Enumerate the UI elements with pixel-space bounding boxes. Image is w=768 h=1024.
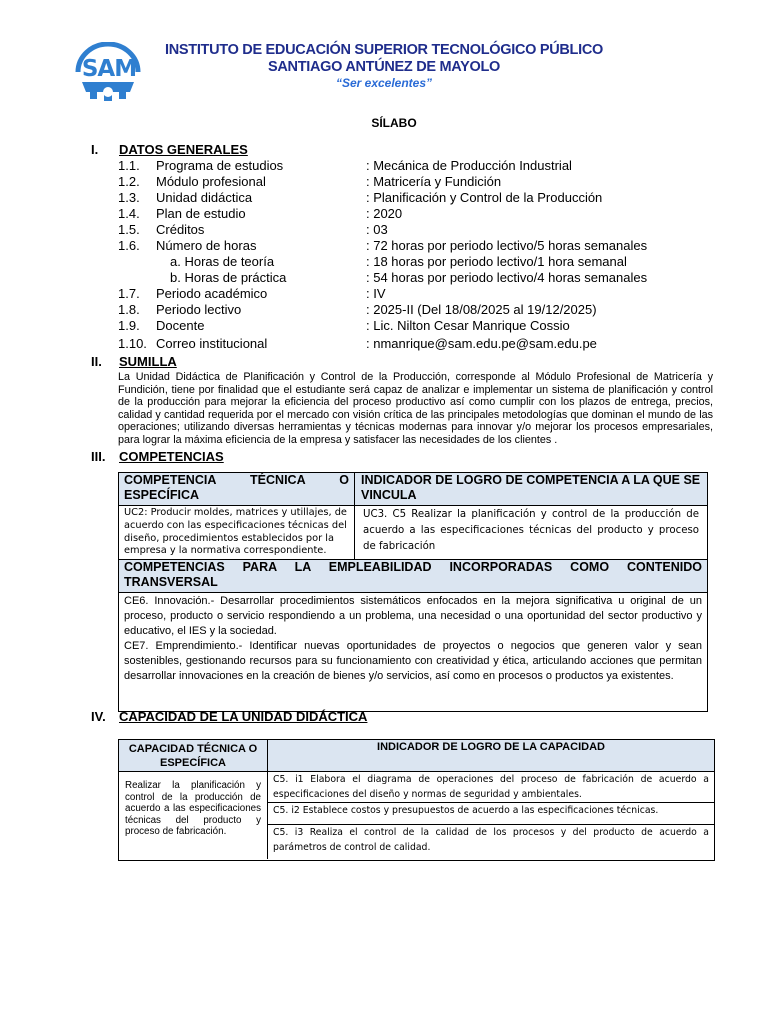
capacity-table — [118, 739, 715, 861]
general-data-row: 1.7. Periodo académico : IV — [118, 286, 386, 301]
institution-name-line1: INSTITUTO DE EDUCACIÓN SUPERIOR TECNOLÓGICO PÚBLICO — [165, 42, 603, 58]
section-heading-datos-generales: I. DATOS GENERALES — [91, 142, 248, 157]
document-title: SÍLABO — [371, 116, 417, 130]
capacity-indicator-i2: C5. i2 Establece costos y presupuestos de acuerdo a las especificaciones técnicas. — [268, 803, 714, 825]
capacity-technical-text: Realizar la planificación y control de la producción de acuerdo a las especificaciones técnicas del producto y proceso de fabricación. — [119, 772, 268, 859]
general-data-row: 1.1. Programa de estudios : Mecánica de Producción Industrial — [118, 158, 572, 173]
general-data-row: 1.3. Unidad didáctica : Planificación y Control de la Producción — [118, 190, 603, 205]
transversal-competencies-header: COMPETENCIAS PARA LA EMPLEABILIDAD INCORPORADAS COMO CONTENIDO TRANSVERSAL — [119, 560, 707, 593]
competency-technical-header: COMPETENCIA TÉCNICA O ESPECÍFICA — [119, 473, 355, 506]
transversal-competencies-body — [119, 593, 707, 684]
section-heading-capacidad: IV. CAPACIDAD DE LA UNIDAD DIDÁCTICA — [91, 709, 368, 724]
summary-text: La Unidad Didáctica de Planificación y Control de la Producción, corresponde al Módulo Profesional de Matricería y Fundición, tiene por finalidad que el estudiante será capaz de analizar e implementar un sistema de planificación y control de la producción para mejorar la eficiencia del proceso productivo así como cumplir con los plazos de entrega, precios, calidad y cantidad requerida por el mercado con visión crítica de las principales metodologías que dominan el mundo de las operaciones; utilizando diversas herramientas y técnicas modernas para innovar y/o mejorar los procesos empresariales, para lograr la máxima eficiencia de la empresa y satisfacer las necesidades de los clientes . — [118, 371, 713, 446]
competency-ce6: CE6. Innovación.- Desarrollar procedimientos sistemáticos enfocados en la mejora significativa u original de un proceso, producto o servicio respondiendo a un problema, una necesidad o una oportunidad del sector productivo y educativo, el IES y la sociedad. — [124, 595, 702, 637]
general-data-row: 1.10. Correo institucional : nmanrique@sam.edu.pe@sam.edu.pe — [118, 336, 597, 351]
capacity-indicator-header: INDICADOR DE LOGRO DE LA CAPACIDAD — [268, 740, 714, 772]
general-data-row: 1.8. Periodo lectivo : 2025-II (Del 18/08/2025 al 19/12/2025) — [118, 302, 597, 317]
section-heading-competencias: III. COMPETENCIAS — [91, 449, 224, 464]
competency-technical-text: UC2: Producir moldes, matrices y utillajes, de acuerdo con las especificaciones técnicas del diseño, procedimientos establecidos por la empresa y la normativa correspondiente. — [119, 506, 355, 560]
general-data-row: 1.4. Plan de estudio : 2020 — [118, 206, 403, 221]
institution-name-line2: SANTIAGO ANTÚNEZ DE MAYOLO — [268, 59, 500, 75]
competency-indicator-header: INDICADOR DE LOGRO DE COMPETENCIA A LA QUE SE VINCULA — [355, 473, 707, 506]
institution-motto: “Ser excelentes” — [335, 76, 433, 90]
logo-text: SAM — [81, 56, 137, 82]
email-link[interactable]: : nmanrique@sam.edu.pe@sam.edu.pe — [366, 336, 597, 351]
capacity-technical-header: CAPACIDAD TÉCNICA O ESPECÍFICA — [119, 740, 268, 772]
capacity-indicator-i3: C5. i3 Realiza el control de la calidad de los procesos y del producto de acuerdo a parámetros de control de calidad. — [273, 827, 709, 853]
general-data-row: 1.6. Número de horas : 72 horas por periodo lectivo/5 horas semanales — [118, 238, 648, 253]
general-data-row: 1.9. Docente : Lic. Nilton Cesar Manrique Cossio — [118, 318, 570, 333]
capacity-indicator-i1: C5. i1 Elabora el diagrama de operaciones del proceso de fabricación de acuerdo a especificaciones del diseño y normas de seguridad y ambientales. — [268, 772, 714, 803]
competencies-table — [118, 472, 708, 712]
general-data-row: 1.5. Créditos : 03 — [118, 222, 388, 237]
general-data-row: 1.2. Módulo profesional : Matricería y Fundición — [118, 174, 502, 189]
general-data-row: a. Horas de teoría : 18 horas por periodo lectivo/1 hora semanal — [170, 254, 627, 269]
competency-ce7: CE7. Emprendimiento.- Identificar nuevas oportunidades de proyectos o negocios que generen valor y sean sostenibles, gestionando recursos para su funcionamiento con creatividad y ética, articulando acciones que permitan desarrollar innovaciones en la creación de bienes y/o servicios, así como en procesos o productos ya existentes. — [124, 640, 702, 682]
section-heading-sumilla: II. SUMILLA — [91, 354, 177, 369]
competency-indicator-text: UC3. C5 Realizar la planificación y control de la producción de acuerdo a las especificaciones técnicas del producto y proceso de fabricación — [355, 506, 707, 560]
general-data-row: b. Horas de práctica : 54 horas por periodo lectivo/4 horas semanales — [170, 270, 648, 285]
